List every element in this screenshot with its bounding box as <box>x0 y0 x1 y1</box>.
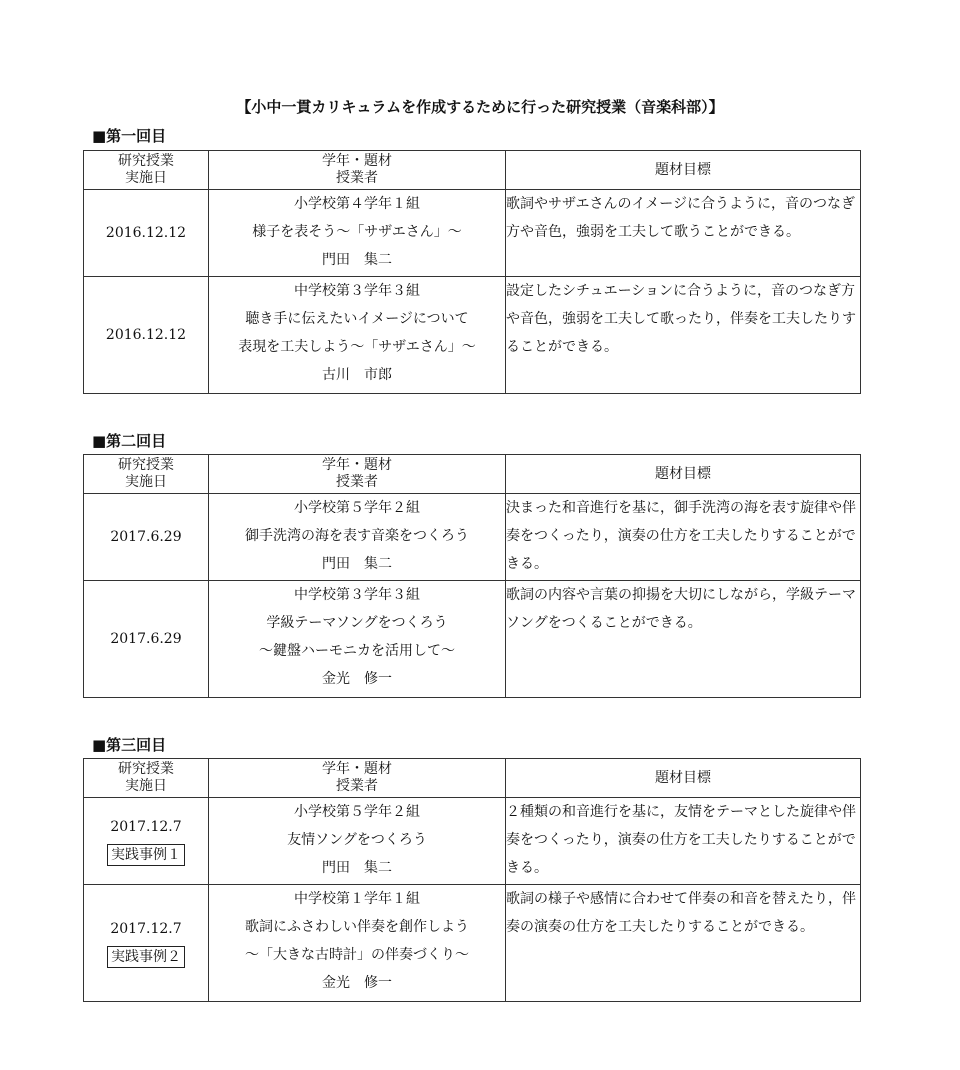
table-row <box>84 494 861 581</box>
table-row <box>84 190 861 277</box>
subject-line: 小学校第５学年２組 <box>294 804 420 820</box>
lesson-table-2 <box>83 454 861 698</box>
subject-cell <box>209 885 506 1002</box>
subject-line: 中学校第３学年３組 <box>294 587 420 603</box>
date-cell <box>84 277 209 394</box>
subject-line: 門田 集二 <box>322 252 392 268</box>
header-subject-line1: 学年・題材 <box>322 761 392 777</box>
subject-line: 様子を表そう～「サザエさん」～ <box>252 224 462 240</box>
subject-cell <box>209 494 506 581</box>
subject-cell <box>209 581 506 698</box>
subject-line: 学級テーマソングをつくろう <box>266 615 448 631</box>
goal-cell: 決まった和音進行を基に，御手洗湾の海を表す旋律や伴奏をつくったり，演奏の仕方を工夫したりすることができる。 <box>506 494 861 581</box>
header-subject-line1: 学年・題材 <box>322 457 392 473</box>
subject-line: 金光 修一 <box>322 671 392 687</box>
case-label: 実践事例２ <box>107 946 185 968</box>
header-subject <box>209 455 506 494</box>
goal-cell: ２種類の和音進行を基に，友情をテーマとした旋律や伴奏をつくったり，演奏の仕方を工夫したりすることができる。 <box>506 798 861 885</box>
header-date <box>84 151 209 190</box>
date-text: 2016.12.12 <box>105 225 187 241</box>
date-cell <box>84 190 209 277</box>
table-header-row <box>84 151 861 190</box>
section-heading-3: ■第三回目 <box>92 736 167 754</box>
subject-line: 中学校第３学年３組 <box>294 283 420 299</box>
subject-line: 友情ソングをつくろう <box>287 832 427 848</box>
header-date-line2: 実施日 <box>125 474 167 490</box>
date-cell <box>84 798 209 885</box>
table-row <box>84 798 861 885</box>
table-header-row <box>84 455 861 494</box>
header-date-line1: 研究授業 <box>118 457 174 473</box>
lesson-table-1 <box>83 150 861 394</box>
header-date <box>84 759 209 798</box>
header-date-line1: 研究授業 <box>118 153 174 169</box>
subject-line: 御手洗湾の海を表す音楽をつくろう <box>245 528 469 544</box>
page-title: 【小中一貫カリキュラムを作成するために行った研究授業（音楽科部）】 <box>236 98 724 116</box>
date-text: 2017.12.7 <box>110 819 182 835</box>
case-label: 実践事例１ <box>107 844 185 866</box>
goal-cell: 設定したシチュエーションに合うように，音のつなぎ方や音色，強弱を工夫して歌ったり，伴奏を工夫したりすることができる。 <box>506 277 861 394</box>
subject-line: 古川 市郎 <box>322 367 392 383</box>
subject-cell <box>209 277 506 394</box>
table-header-row <box>84 759 861 798</box>
subject-line: 門田 集二 <box>322 860 392 876</box>
header-date-line2: 実施日 <box>125 778 167 794</box>
subject-line: 聴き手に伝えたいイメージについて <box>245 311 469 327</box>
goal-cell: 歌詞の様子や感情に合わせて伴奏の和音を替えたり，伴奏の演奏の仕方を工夫したりすることができる。 <box>506 885 861 1002</box>
subject-line: 表現を工夫しよう～「サザエさん」～ <box>238 339 476 355</box>
date-text: 2017.6.29 <box>110 631 182 647</box>
table-row <box>84 277 861 394</box>
goal-cell: 歌詞やサザエさんのイメージに合うように，音のつなぎ方や音色，強弱を工夫して歌うことができる。 <box>506 190 861 277</box>
header-subject <box>209 151 506 190</box>
subject-line: 中学校第１学年１組 <box>294 891 420 907</box>
header-date-line1: 研究授業 <box>118 761 174 777</box>
header-date <box>84 455 209 494</box>
subject-line: 歌詞にふさわしい伴奏を創作しよう <box>245 919 469 935</box>
table-row <box>84 581 861 698</box>
header-goal: 題材目標 <box>506 455 861 494</box>
header-subject-line2: 授業者 <box>336 474 378 490</box>
subject-line: ～「大きな古時計」の伴奏づくり～ <box>245 947 469 963</box>
date-text: 2016.12.12 <box>105 327 187 343</box>
date-text: 2017.12.7 <box>110 921 182 937</box>
subject-line: 門田 集二 <box>322 556 392 572</box>
section-heading-2: ■第二回目 <box>92 432 167 450</box>
date-cell <box>84 885 209 1002</box>
table-row <box>84 885 861 1002</box>
header-goal: 題材目標 <box>506 759 861 798</box>
header-date-line2: 実施日 <box>125 170 167 186</box>
lesson-table-3 <box>83 758 861 1002</box>
header-subject-line1: 学年・題材 <box>322 153 392 169</box>
subject-cell <box>209 190 506 277</box>
subject-line: 金光 修一 <box>322 975 392 991</box>
goal-cell: 歌詞の内容や言葉の抑揚を大切にしながら，学級テーマソングをつくることができる。 <box>506 581 861 698</box>
date-cell <box>84 494 209 581</box>
subject-cell <box>209 798 506 885</box>
header-subject-line2: 授業者 <box>336 778 378 794</box>
subject-line: ～鍵盤ハーモニカを活用して～ <box>259 643 455 659</box>
subject-line: 小学校第４学年１組 <box>294 196 420 212</box>
section-heading-1: ■第一回目 <box>92 127 167 145</box>
subject-line: 小学校第５学年２組 <box>294 500 420 516</box>
header-goal: 題材目標 <box>506 151 861 190</box>
header-subject <box>209 759 506 798</box>
header-subject-line2: 授業者 <box>336 170 378 186</box>
date-text: 2017.6.29 <box>110 529 182 545</box>
date-cell <box>84 581 209 698</box>
